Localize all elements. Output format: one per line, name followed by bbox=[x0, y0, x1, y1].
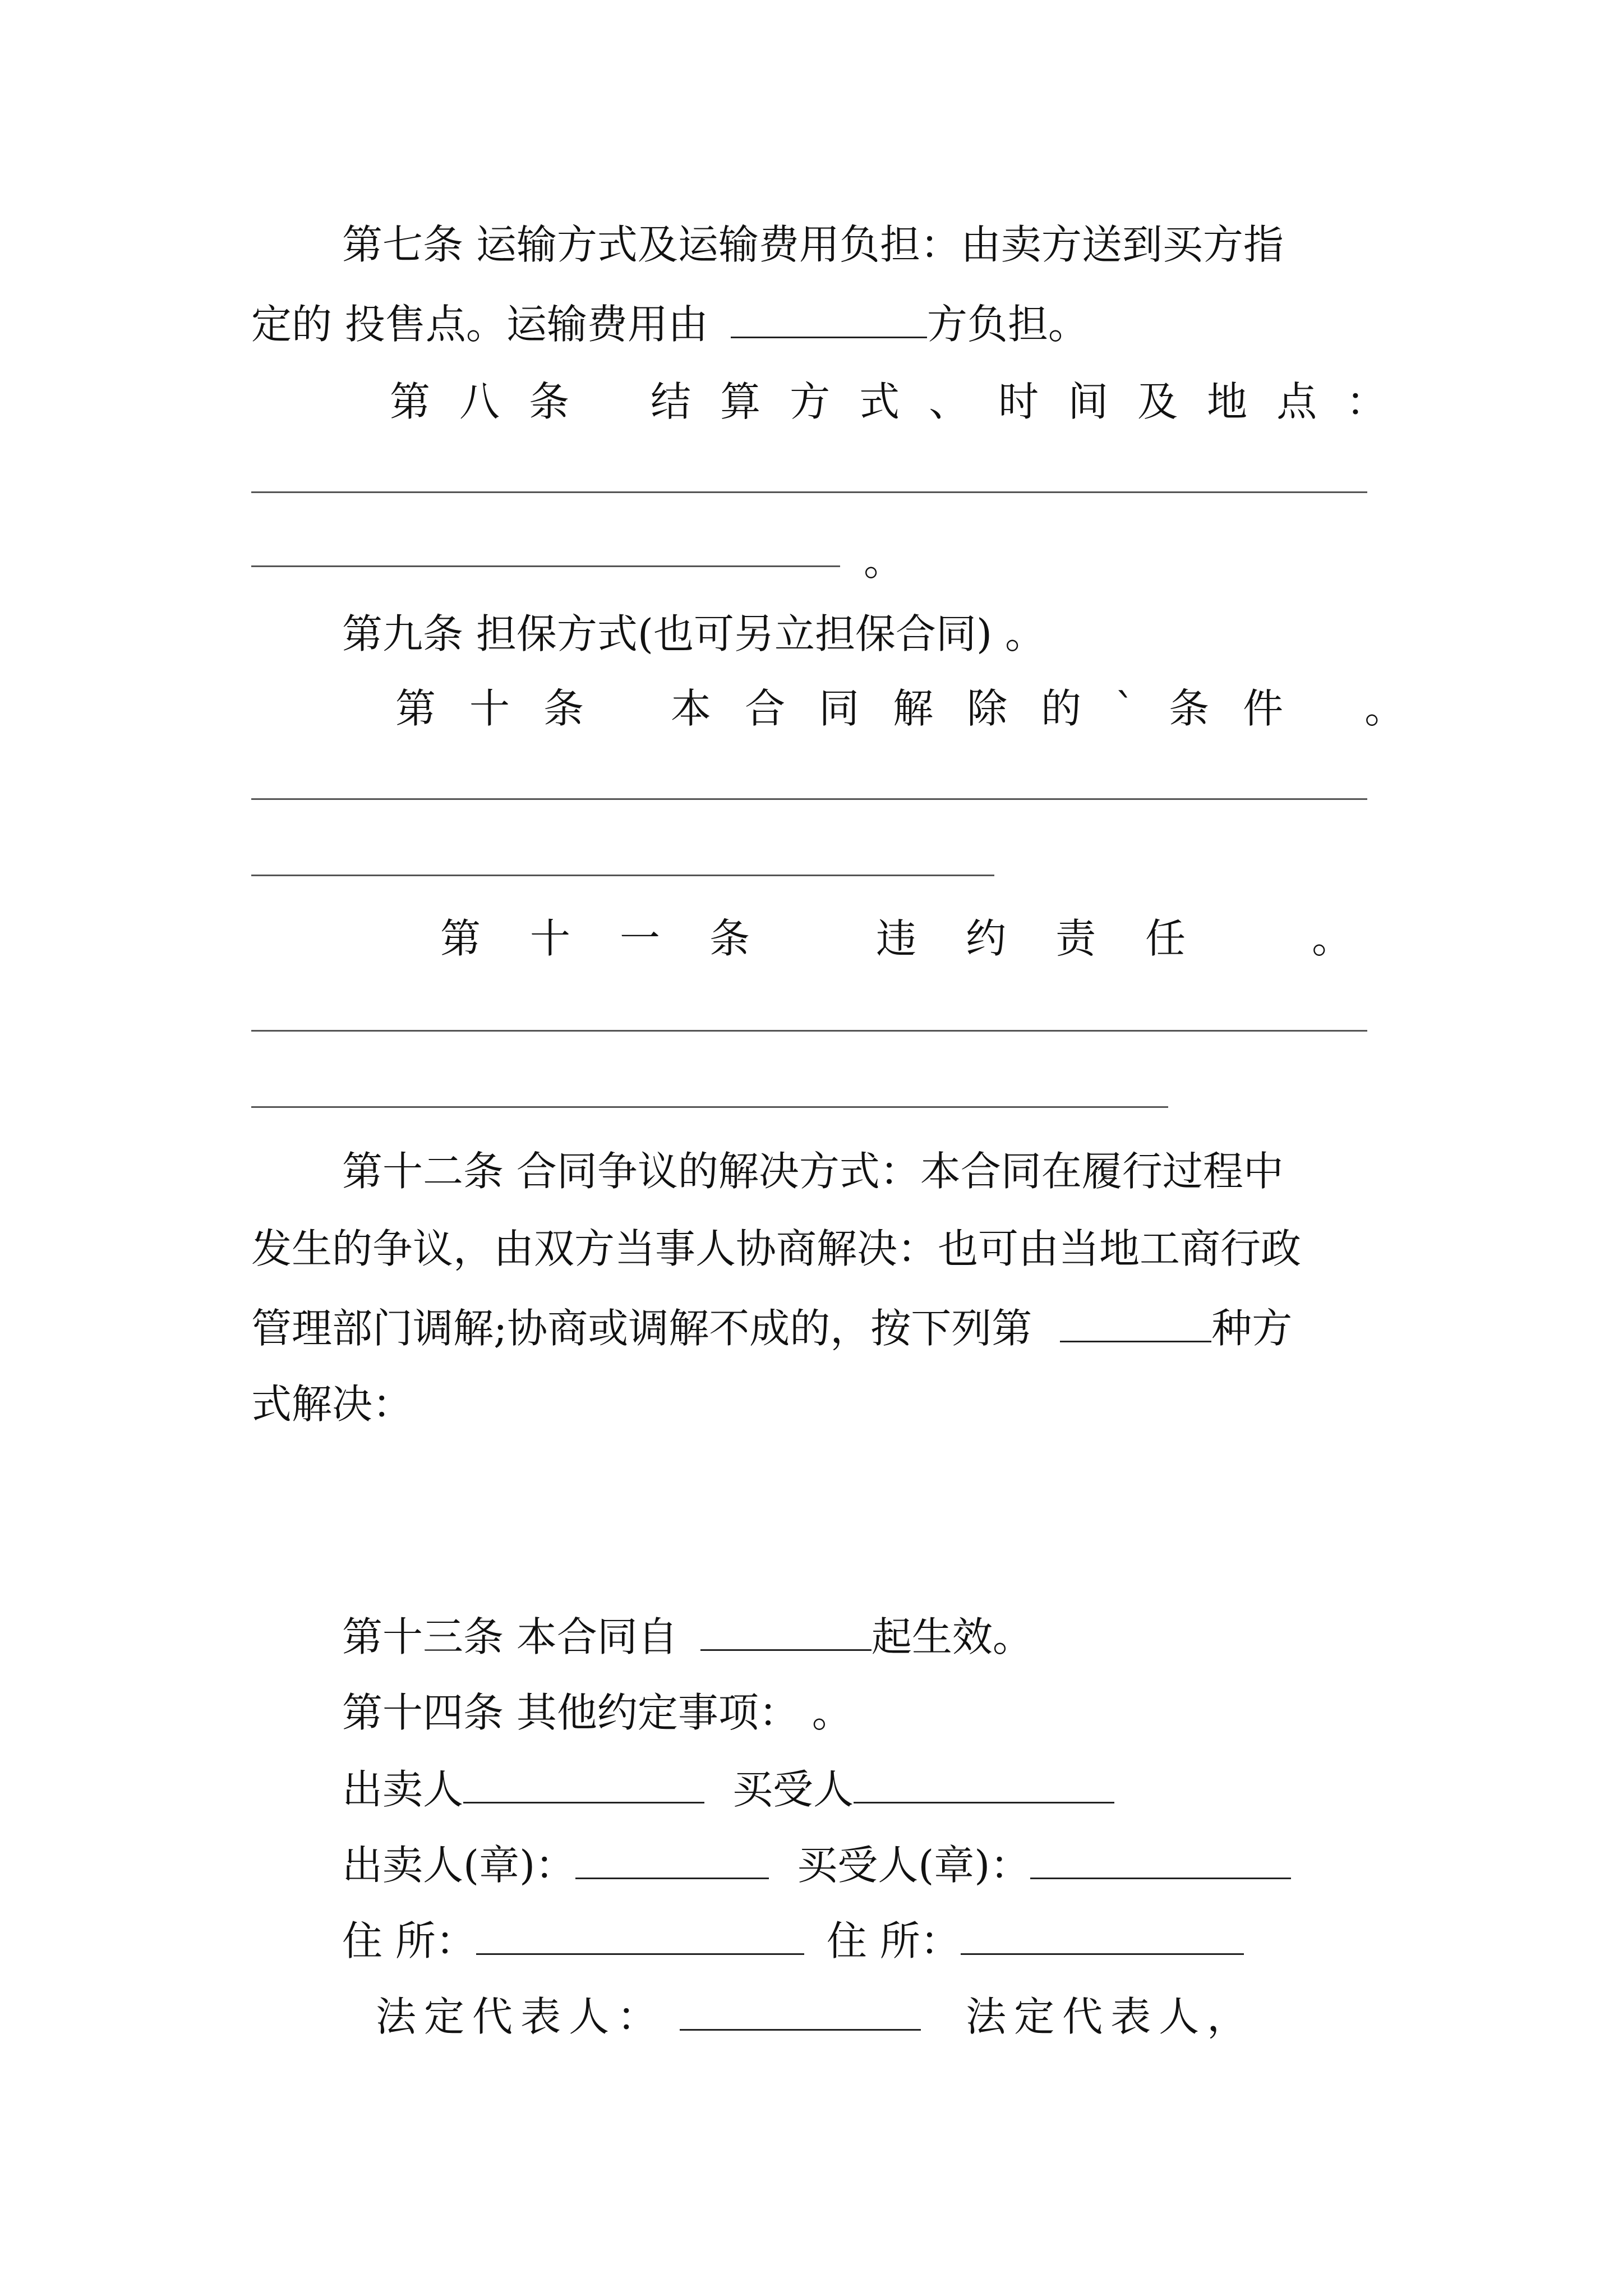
clause-12-text-b: 种方 bbox=[1211, 1305, 1293, 1352]
clause-13 bbox=[342, 1609, 1033, 1663]
rep-char: 代 bbox=[472, 1993, 513, 2040]
c8-char: 八 bbox=[459, 378, 500, 425]
sign-row-address bbox=[342, 1913, 1244, 1967]
buyer-blank[interactable] bbox=[854, 1761, 1114, 1803]
c8-char: 及 bbox=[1137, 378, 1178, 425]
c10-char: ` bbox=[1115, 685, 1136, 732]
rep-char: 定 bbox=[1014, 1993, 1055, 2040]
buyer-address-label: 住 所： bbox=[826, 1917, 961, 1964]
clause-12-line-2: 发生的争议，由双方当事人协商解决：也可由当地工商行政 bbox=[251, 1225, 1302, 1272]
c10-char: 除 bbox=[967, 685, 1008, 732]
c8-char: ： bbox=[1346, 378, 1387, 425]
c10-char: 条 bbox=[543, 685, 584, 732]
sign-row-seals bbox=[342, 1837, 1291, 1891]
rep-char: 人 bbox=[1159, 1993, 1200, 2040]
buyer-seal-blank[interactable] bbox=[1030, 1837, 1291, 1879]
rep-char: 法 bbox=[376, 1993, 417, 2040]
rep-char: 定 bbox=[424, 1993, 465, 2040]
c10-char: 合 bbox=[745, 685, 786, 732]
clause-7-line-2 bbox=[251, 296, 1089, 350]
sign-row-parties bbox=[342, 1761, 1114, 1815]
seller-address-blank[interactable] bbox=[476, 1913, 804, 1955]
liability-line-1[interactable] bbox=[251, 1030, 1367, 1032]
c11-char: 条 bbox=[709, 915, 750, 962]
c10-char: 解 bbox=[893, 685, 934, 732]
sign-row-representative bbox=[376, 1989, 1247, 2042]
clause-12-line-4: 式解决： bbox=[251, 1381, 413, 1428]
clause-7-text-a: 定的 投售点。运输费用由 bbox=[251, 301, 708, 348]
c8-char: 结 bbox=[651, 378, 691, 425]
liability-line-2[interactable] bbox=[251, 1106, 1168, 1108]
clause-8-period: 。 bbox=[864, 537, 905, 585]
rep-char: 人 bbox=[569, 1993, 610, 2040]
rep-char: ： bbox=[617, 1993, 658, 2040]
c8-char: 条 bbox=[529, 378, 570, 425]
c10-char: 第 bbox=[395, 685, 436, 732]
rep-char: 代 bbox=[1062, 1993, 1103, 2040]
clause-12-line-3 bbox=[251, 1300, 1292, 1354]
rep-char: ， bbox=[1207, 1993, 1248, 2040]
clause-11-heading bbox=[440, 912, 1352, 965]
clause-13-text-a: 第十三条 本合同自 bbox=[342, 1613, 678, 1660]
c11-char: 第 bbox=[440, 915, 481, 962]
c11-char: 。 bbox=[1312, 915, 1353, 962]
c10-char: 同 bbox=[819, 685, 860, 732]
rep-char: 表 bbox=[520, 1993, 561, 2040]
c11-char: 约 bbox=[966, 915, 1007, 962]
c11-char: 十 bbox=[530, 915, 571, 962]
c8-char: 方 bbox=[790, 378, 831, 425]
c10-char: 的 bbox=[1041, 685, 1082, 732]
buyer-address-blank[interactable] bbox=[961, 1913, 1244, 1955]
c8-char: 点 bbox=[1276, 378, 1317, 425]
termination-line-1[interactable] bbox=[251, 798, 1367, 800]
c11-char: 一 bbox=[620, 915, 661, 962]
seller-representative-blank[interactable] bbox=[680, 1989, 921, 2031]
seller-blank[interactable] bbox=[463, 1761, 704, 1803]
clause-13-text-b: 起生效。 bbox=[871, 1613, 1033, 1660]
clause-12-text-a: 管理部门调解;协商或调解不成的，按下列第 bbox=[251, 1305, 1032, 1352]
c11-char: 责 bbox=[1055, 915, 1096, 962]
c8-char: 时 bbox=[998, 378, 1039, 425]
clause-10-heading bbox=[395, 682, 1405, 735]
buyer-seal-label: 买受人(章)： bbox=[797, 1842, 1031, 1889]
c11-char: 违 bbox=[876, 915, 917, 962]
c8-char: 第 bbox=[390, 378, 431, 425]
c8-char: 式 bbox=[859, 378, 900, 425]
settlement-line-2[interactable] bbox=[251, 565, 840, 567]
c10-char: 十 bbox=[469, 685, 510, 732]
clause-7-line-1: 第七条 运输方式及运输费用负担：由卖方送到买方指 bbox=[342, 221, 1284, 268]
seller-label: 出卖人 bbox=[342, 1766, 464, 1813]
c8-char: 地 bbox=[1207, 378, 1248, 425]
c11-char: 任 bbox=[1145, 915, 1186, 962]
rep-char: 法 bbox=[966, 1993, 1007, 2040]
c10-char: 本 bbox=[671, 685, 712, 732]
clause-12-line-1: 第十二条 合同争议的解决方式：本合同在履行过程中 bbox=[342, 1148, 1284, 1195]
clause-8-heading bbox=[390, 375, 1386, 429]
seller-address-label: 住 所： bbox=[342, 1917, 476, 1964]
effective-date-blank[interactable] bbox=[700, 1609, 872, 1651]
dispute-option-blank[interactable] bbox=[1060, 1300, 1211, 1342]
clause-9: 第九条 担保方式(也可另立担保合同) 。 bbox=[342, 610, 1045, 657]
seller-seal-blank[interactable] bbox=[575, 1837, 769, 1879]
c10-char: 。 bbox=[1364, 685, 1405, 732]
c8-char: 间 bbox=[1068, 378, 1109, 425]
clause-7-text-b: 方负担。 bbox=[926, 301, 1089, 348]
buyer-label: 买受人 bbox=[732, 1766, 854, 1813]
seller-seal-label: 出卖人(章)： bbox=[342, 1842, 576, 1889]
c8-char: 、 bbox=[929, 378, 970, 425]
rep-char: 表 bbox=[1110, 1993, 1151, 2040]
clause-14: 第十四条 其他约定事项： 。 bbox=[342, 1689, 852, 1736]
c10-char: 条 bbox=[1169, 685, 1210, 732]
termination-line-2[interactable] bbox=[251, 875, 994, 876]
c10-char: 件 bbox=[1243, 685, 1284, 732]
settlement-line-1[interactable] bbox=[251, 491, 1367, 493]
transport-cost-party-blank[interactable] bbox=[731, 296, 927, 338]
c8-char: 算 bbox=[720, 378, 761, 425]
